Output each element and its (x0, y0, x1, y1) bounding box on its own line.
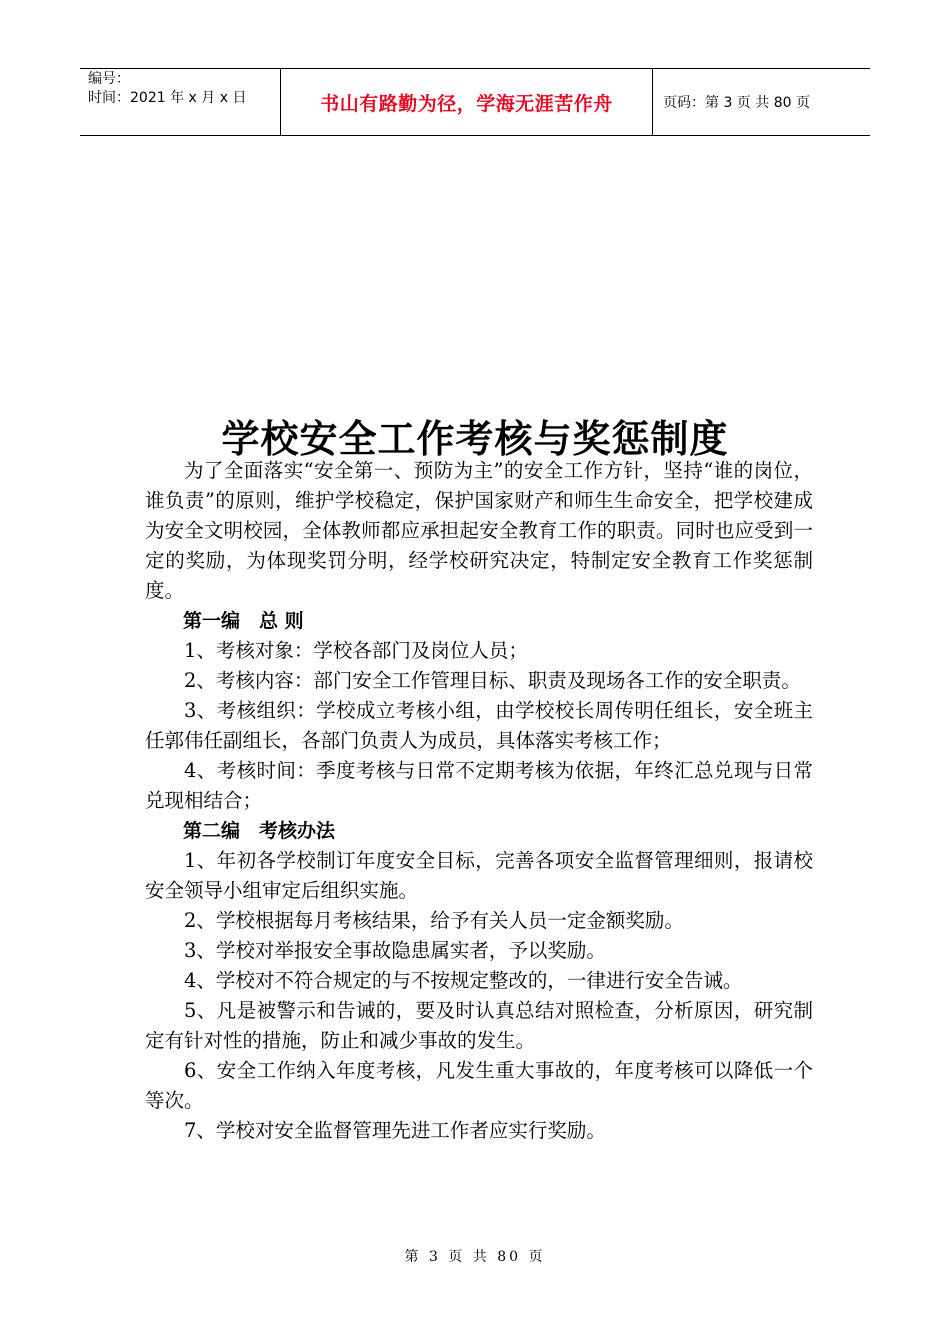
section-heading: 第二编 考核办法 (183, 820, 336, 842)
body-paragraph: 2、学校根据每月考核结果，给予有关人员一定金额奖励。 (184, 909, 684, 932)
body-paragraph: 4、学校对不符合规定的与不按规定整改的，一律进行安全告诫。 (184, 969, 743, 992)
body-paragraph: 6、安全工作纳入年度考核，凡发生重大事故的，年度考核可以降低一个等次。 (145, 1059, 813, 1112)
document-date: 时间：2021 年 x 月 x 日 (88, 90, 247, 106)
page-footer: 第 3 页 共 80 页 (404, 1249, 546, 1265)
body-paragraph: 2、考核内容：部门安全工作管理目标、职责及现场各工作的安全职责。 (184, 669, 801, 692)
body-paragraph: 为了全面落实“安全第一、预防为主”的安全工作方针，坚持“谁的岗位，谁负责”的原则，维护学校稳定，保护国家财产和师生生命安全，把学校建成为安全文明校园，全体教师都应承担起安全教育工作的职责。同时也应受到一定的奖励，为体现奖罚分明，经学校研究决定，特制定安全教育工作奖惩制度。 (145, 459, 813, 602)
document-number-label: 编号： (88, 71, 130, 87)
body-paragraph: 3、学校对举报安全事故隐患属实者，予以奖励。 (184, 939, 606, 962)
body-paragraph: 7、学校对安全监督管理先进工作者应实行奖励。 (184, 1119, 606, 1142)
body-paragraph: 4、考核时间：季度考核与日常不定期考核为依据，年终汇总兑现与日常兑现相结合； (145, 759, 813, 812)
header-page-info-cell (653, 69, 870, 135)
header-page-info: 页码：第 3 页 共 80 页 (663, 95, 810, 111)
document-body (145, 456, 813, 1146)
header-meta (80, 69, 280, 135)
body-paragraph: 5、凡是被警示和告诫的，要及时认真总结对照检查，分析原因，研究制定有针对性的措施，防止和减少事故的发生。 (145, 999, 813, 1052)
header-motto: 书山有路勤为径，学海无涯苦作舟 (320, 92, 613, 115)
document-title: 学校安全工作考核与奖惩制度 (221, 417, 729, 461)
body-paragraph: 1、考核对象：学校各部门及岗位人员； (184, 639, 528, 662)
header-motto-cell (280, 69, 653, 135)
page-header (80, 68, 870, 136)
section-heading: 第一编 总 则 (183, 610, 304, 632)
body-paragraph: 1、年初各学校制订年度安全目标，完善各项安全监督管理细则，报请校安全领导小组审定后组织实施。 (145, 849, 813, 902)
body-paragraph: 3、考核组织：学校成立考核小组，由学校校长周传明任组长，安全班主任郭伟任副组长，各部门负责人为成员，具体落实考核工作； (145, 699, 813, 752)
